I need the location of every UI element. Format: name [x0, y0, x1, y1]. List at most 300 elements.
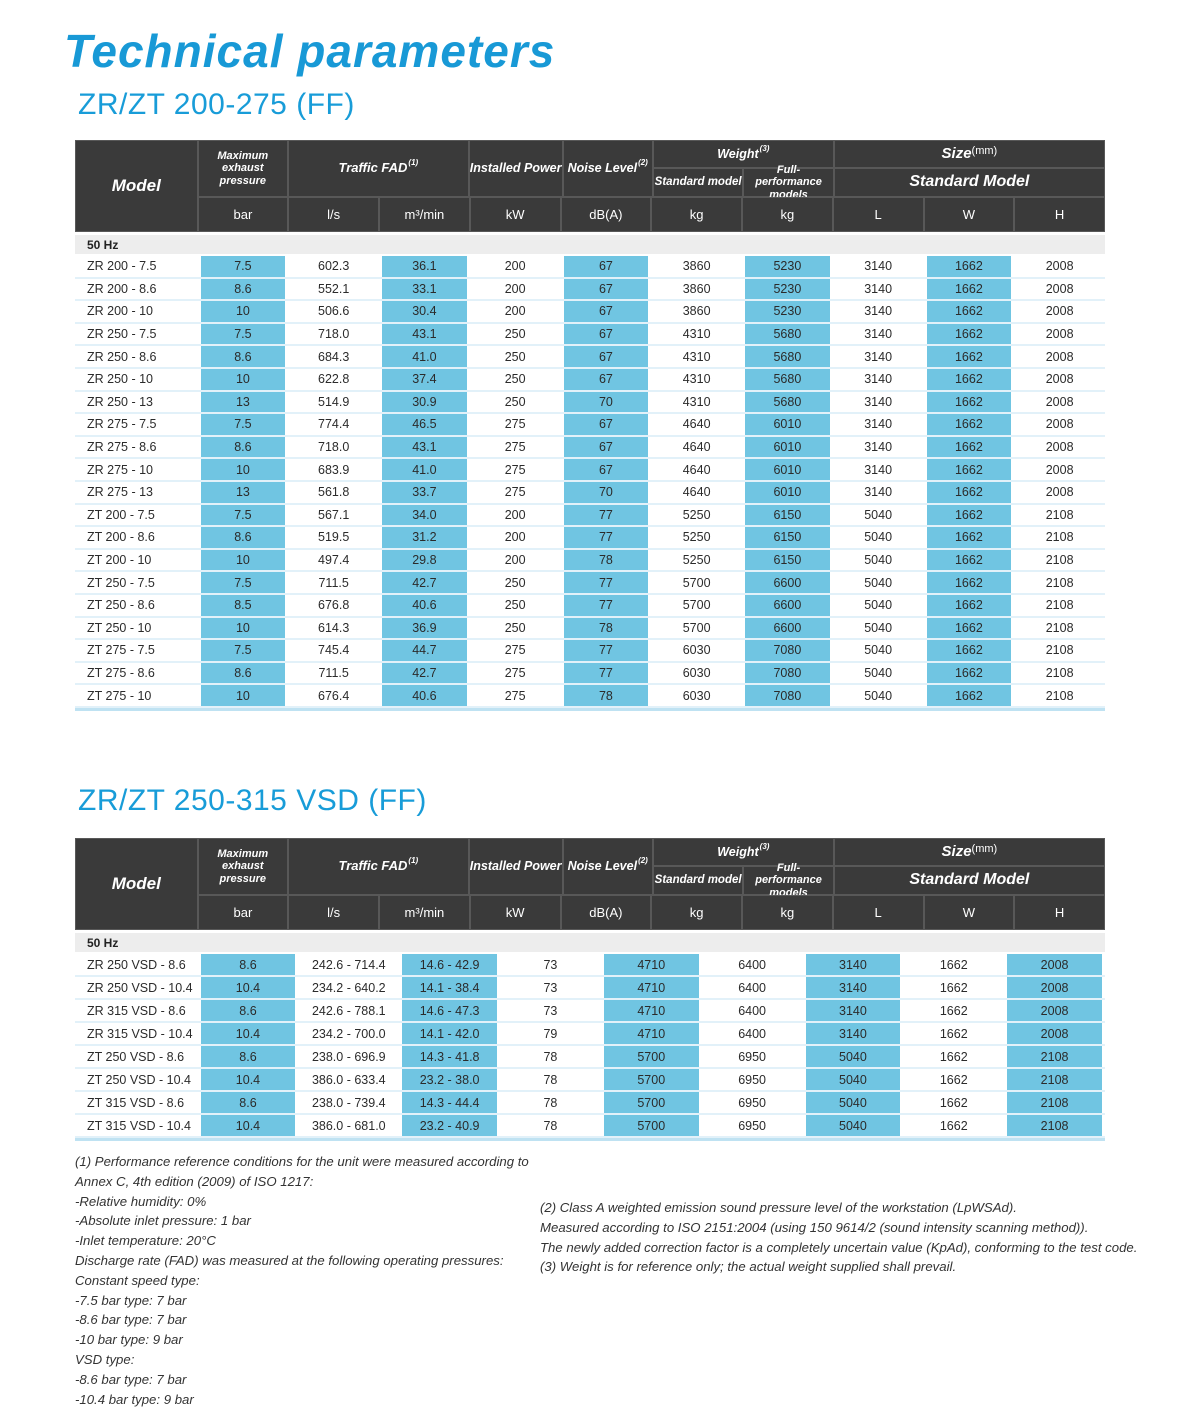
- value-cell: 7.5: [198, 640, 289, 661]
- unit-kg-full: kg: [742, 895, 833, 930]
- value-cell: 2008: [1014, 459, 1105, 480]
- table-row: [75, 595, 1105, 618]
- footnote-line: -7.5 bar type: 7 bar: [75, 1292, 187, 1308]
- value-cell: 5040: [803, 1069, 904, 1090]
- col-header-max-exhaust-pressure: Maximum exhaust pressure: [198, 140, 288, 197]
- fad-footnote-marker: (1): [408, 158, 419, 168]
- value-cell: 67: [561, 301, 652, 322]
- value-cell: 250: [470, 595, 561, 616]
- value-cell: 78: [500, 1069, 601, 1090]
- table-header: [75, 140, 1105, 232]
- value-cell: 4710: [601, 977, 702, 998]
- value-cell: 683.9: [288, 459, 379, 480]
- value-cell: 40.6: [379, 685, 470, 706]
- value-cell: 1662: [924, 595, 1015, 616]
- value-cell: 78: [561, 550, 652, 571]
- table-zrzt-200-275: [75, 140, 1105, 711]
- value-cell: 5230: [742, 256, 833, 277]
- value-cell: 67: [561, 459, 652, 480]
- table-body: [75, 235, 1105, 711]
- value-cell: 1662: [924, 279, 1015, 300]
- noise-footnote-marker: (2): [638, 856, 648, 866]
- value-cell: 5680: [742, 324, 833, 345]
- value-cell: 2008: [1014, 346, 1105, 367]
- table-row: [75, 1023, 1105, 1046]
- table-row: [75, 1000, 1105, 1023]
- table-row: [75, 550, 1105, 573]
- value-cell: 5250: [651, 505, 742, 526]
- value-cell: 1662: [924, 301, 1015, 322]
- model-cell: ZT 275 - 8.6: [75, 663, 198, 684]
- footnote-line: (2) Class A weighted emission sound pressure level of the workstation (LpWSAd).: [540, 1200, 1017, 1215]
- table-row: [75, 663, 1105, 686]
- value-cell: 2008: [1004, 1023, 1105, 1044]
- model-cell: ZT 200 - 8.6: [75, 527, 198, 548]
- value-cell: 10: [198, 369, 289, 390]
- value-cell: 242.6 - 714.4: [298, 954, 399, 975]
- footnote-line: Discharge rate (FAD) was measured at the following operating pressures:: [75, 1252, 504, 1268]
- value-cell: 1662: [924, 685, 1015, 706]
- value-cell: 2008: [1014, 437, 1105, 458]
- value-cell: 44.7: [379, 640, 470, 661]
- value-cell: 614.3: [288, 618, 379, 639]
- value-cell: 8.6: [198, 1092, 299, 1113]
- value-cell: 5250: [651, 527, 742, 548]
- value-cell: 5040: [803, 1046, 904, 1067]
- value-cell: 7080: [742, 663, 833, 684]
- value-cell: 234.2 - 640.2: [298, 977, 399, 998]
- value-cell: 5040: [833, 618, 924, 639]
- value-cell: 1662: [903, 1000, 1004, 1021]
- model-cell: ZR 250 VSD - 8.6: [75, 954, 198, 975]
- value-cell: 275: [470, 640, 561, 661]
- value-cell: 36.9: [379, 618, 470, 639]
- value-cell: 70: [561, 482, 652, 503]
- value-cell: 5230: [742, 279, 833, 300]
- value-cell: 2008: [1014, 482, 1105, 503]
- unit-kg-full: kg: [742, 197, 833, 232]
- value-cell: 79: [500, 1023, 601, 1044]
- value-cell: 275: [470, 437, 561, 458]
- unit-width: W: [924, 895, 1015, 930]
- value-cell: 8.6: [198, 279, 289, 300]
- value-cell: 14.6 - 47.3: [399, 1000, 500, 1021]
- value-cell: 6030: [651, 685, 742, 706]
- value-cell: 2008: [1004, 954, 1105, 975]
- model-cell: ZT 315 VSD - 8.6: [75, 1092, 198, 1113]
- value-cell: 2108: [1014, 663, 1105, 684]
- value-cell: 6150: [742, 505, 833, 526]
- value-cell: 684.3: [288, 346, 379, 367]
- model-cell: ZT 250 - 8.6: [75, 595, 198, 616]
- value-cell: 2008: [1014, 392, 1105, 413]
- value-cell: 6950: [702, 1092, 803, 1113]
- value-cell: 7080: [742, 685, 833, 706]
- value-cell: 1662: [903, 977, 1004, 998]
- value-cell: 200: [470, 550, 561, 571]
- value-cell: 3860: [651, 279, 742, 300]
- col-header-model: Model: [75, 838, 198, 930]
- weight-label: Weight: [717, 146, 759, 161]
- value-cell: 1662: [924, 346, 1015, 367]
- value-cell: 2008: [1014, 414, 1105, 435]
- value-cell: 5040: [833, 685, 924, 706]
- table-row: [75, 977, 1105, 1000]
- model-cell: ZT 275 - 7.5: [75, 640, 198, 661]
- value-cell: 77: [561, 527, 652, 548]
- table-row: [75, 505, 1105, 528]
- value-cell: 2008: [1014, 279, 1105, 300]
- value-cell: 5040: [833, 640, 924, 661]
- value-cell: 200: [470, 527, 561, 548]
- table-row: [75, 482, 1105, 505]
- value-cell: 23.2 - 38.0: [399, 1069, 500, 1090]
- traffic-fad-label: Traffic FAD: [338, 160, 408, 176]
- weight-footnote-marker: (3): [759, 143, 770, 153]
- section-title-zrzt-200-275: ZR/ZT 200-275 (FF): [78, 88, 355, 121]
- value-cell: 2008: [1014, 256, 1105, 277]
- value-cell: 275: [470, 414, 561, 435]
- value-cell: 3140: [833, 301, 924, 322]
- value-cell: 5680: [742, 392, 833, 413]
- value-cell: 519.5: [288, 527, 379, 548]
- value-cell: 275: [470, 482, 561, 503]
- footnote-line: Measured according to ISO 2151:2004 (using 150 9614/2 (sound intensity scanning method)).: [540, 1219, 1089, 1235]
- value-cell: 238.0 - 696.9: [298, 1046, 399, 1067]
- value-cell: 33.7: [379, 482, 470, 503]
- units-row: [198, 197, 1105, 232]
- value-cell: 78: [500, 1092, 601, 1113]
- value-cell: 1662: [924, 572, 1015, 593]
- footnote-line: -8.6 bar type: 7 bar: [75, 1371, 187, 1387]
- value-cell: 3140: [803, 954, 904, 975]
- value-cell: 5040: [833, 505, 924, 526]
- table-row: [75, 1046, 1105, 1069]
- col-header-model: Model: [75, 140, 198, 232]
- value-cell: 43.1: [379, 437, 470, 458]
- table-row: [75, 640, 1105, 663]
- value-cell: 506.6: [288, 301, 379, 322]
- value-cell: 6400: [702, 1000, 803, 1021]
- unit-m3min: m³/min: [379, 895, 470, 930]
- value-cell: 3140: [833, 482, 924, 503]
- unit-length: L: [833, 197, 924, 232]
- value-cell: 1662: [903, 1115, 1004, 1136]
- value-cell: 567.1: [288, 505, 379, 526]
- value-cell: 77: [561, 505, 652, 526]
- col-header-full-performance-weight: Full-performance models: [743, 168, 833, 197]
- value-cell: 4710: [601, 1023, 702, 1044]
- col-header-full-performance-weight: Full-performance models: [743, 866, 833, 895]
- value-cell: 67: [561, 279, 652, 300]
- value-cell: 6010: [742, 414, 833, 435]
- value-cell: 711.5: [288, 572, 379, 593]
- value-cell: 6600: [742, 618, 833, 639]
- value-cell: 2008: [1014, 324, 1105, 345]
- value-cell: 4710: [601, 954, 702, 975]
- value-cell: 10.4: [198, 977, 299, 998]
- unit-height: H: [1014, 895, 1105, 930]
- value-cell: 6010: [742, 482, 833, 503]
- value-cell: 2108: [1014, 527, 1105, 548]
- value-cell: 2108: [1014, 572, 1105, 593]
- table-row: [75, 618, 1105, 641]
- value-cell: 5040: [833, 663, 924, 684]
- table-zrzt-250-315-vsd: [75, 838, 1105, 1141]
- model-cell: ZT 315 VSD - 10.4: [75, 1115, 198, 1136]
- model-cell: ZR 315 VSD - 8.6: [75, 1000, 198, 1021]
- unit-m3min: m³/min: [379, 197, 470, 232]
- value-cell: 77: [561, 663, 652, 684]
- value-cell: 200: [470, 301, 561, 322]
- model-cell: ZT 275 - 10: [75, 685, 198, 706]
- value-cell: 1662: [903, 1092, 1004, 1113]
- value-cell: 8.6: [198, 437, 289, 458]
- value-cell: 250: [470, 346, 561, 367]
- value-cell: 6010: [742, 437, 833, 458]
- value-cell: 33.1: [379, 279, 470, 300]
- unit-height: H: [1014, 197, 1105, 232]
- value-cell: 3140: [833, 346, 924, 367]
- value-cell: 1662: [924, 505, 1015, 526]
- value-cell: 6150: [742, 550, 833, 571]
- value-cell: 41.0: [379, 346, 470, 367]
- noise-footnote-marker: (2): [638, 158, 648, 168]
- value-cell: 250: [470, 392, 561, 413]
- unit-bar: bar: [198, 895, 289, 930]
- value-cell: 5700: [601, 1069, 702, 1090]
- footnote-line: -10.4 bar type: 9 bar: [75, 1391, 194, 1407]
- value-cell: 238.0 - 739.4: [298, 1092, 399, 1113]
- table-row: [75, 301, 1105, 324]
- value-cell: 8.5: [198, 595, 289, 616]
- model-cell: ZR 200 - 10: [75, 301, 198, 322]
- value-cell: 8.6: [198, 1000, 299, 1021]
- value-cell: 2108: [1014, 595, 1105, 616]
- value-cell: 5040: [833, 527, 924, 548]
- footnote-line: -Relative humidity: 0%: [75, 1193, 207, 1209]
- value-cell: 676.4: [288, 685, 379, 706]
- value-cell: 14.3 - 41.8: [399, 1046, 500, 1067]
- value-cell: 5230: [742, 301, 833, 322]
- value-cell: 67: [561, 324, 652, 345]
- table-row: [75, 1069, 1105, 1092]
- model-cell: ZR 200 - 8.6: [75, 279, 198, 300]
- value-cell: 10.4: [198, 1023, 299, 1044]
- size-label: Size: [941, 843, 972, 861]
- footnote-line: (3) Weight is for reference only; the actual weight supplied shall prevail.: [540, 1259, 957, 1275]
- value-cell: 200: [470, 505, 561, 526]
- value-cell: 10.4: [198, 1069, 299, 1090]
- table-header: [75, 838, 1105, 930]
- value-cell: 13: [198, 392, 289, 413]
- value-cell: 275: [470, 663, 561, 684]
- value-cell: 8.6: [198, 954, 299, 975]
- value-cell: 1662: [924, 527, 1015, 548]
- value-cell: 42.7: [379, 572, 470, 593]
- value-cell: 1662: [924, 640, 1015, 661]
- model-cell: ZT 200 - 10: [75, 550, 198, 571]
- value-cell: 250: [470, 324, 561, 345]
- table-row: [75, 437, 1105, 460]
- unit-kw: kW: [470, 895, 561, 930]
- value-cell: 42.7: [379, 663, 470, 684]
- model-cell: ZR 250 - 7.5: [75, 324, 198, 345]
- value-cell: 6400: [702, 977, 803, 998]
- value-cell: 5700: [651, 618, 742, 639]
- frequency-band-row: 50 Hz: [75, 235, 1105, 256]
- model-cell: ZT 250 VSD - 8.6: [75, 1046, 198, 1067]
- value-cell: 4710: [601, 1000, 702, 1021]
- col-header-noise-level: [563, 140, 653, 197]
- unit-ls: l/s: [288, 197, 379, 232]
- value-cell: 2108: [1014, 685, 1105, 706]
- value-cell: 6400: [702, 1023, 803, 1044]
- value-cell: 13: [198, 482, 289, 503]
- model-cell: ZT 250 VSD - 10.4: [75, 1069, 198, 1090]
- unit-dba: dB(A): [561, 895, 652, 930]
- value-cell: 4640: [651, 459, 742, 480]
- value-cell: 7.5: [198, 572, 289, 593]
- fad-footnote-marker: (1): [408, 856, 419, 866]
- value-cell: 3140: [833, 392, 924, 413]
- footnote-line: VSD type:: [75, 1351, 135, 1367]
- value-cell: 30.4: [379, 301, 470, 322]
- value-cell: 1662: [903, 954, 1004, 975]
- value-cell: 1662: [924, 663, 1015, 684]
- weight-label: Weight: [717, 844, 759, 859]
- value-cell: 774.4: [288, 414, 379, 435]
- value-cell: 200: [470, 256, 561, 277]
- value-cell: 6400: [702, 954, 803, 975]
- value-cell: 78: [561, 618, 652, 639]
- table-row: [75, 527, 1105, 550]
- value-cell: 40.6: [379, 595, 470, 616]
- value-cell: 5040: [803, 1115, 904, 1136]
- value-cell: 718.0: [288, 324, 379, 345]
- value-cell: 3860: [651, 301, 742, 322]
- col-header-installed-power: Installed Power: [469, 140, 563, 197]
- col-header-standard-model-weight: Standard model: [653, 168, 743, 197]
- value-cell: 46.5: [379, 414, 470, 435]
- value-cell: 676.8: [288, 595, 379, 616]
- value-cell: 8.6: [198, 346, 289, 367]
- model-cell: ZT 250 - 7.5: [75, 572, 198, 593]
- value-cell: 67: [561, 256, 652, 277]
- model-cell: ZR 315 VSD - 10.4: [75, 1023, 198, 1044]
- value-cell: 2108: [1014, 618, 1105, 639]
- value-cell: 745.4: [288, 640, 379, 661]
- col-header-installed-power: Installed Power: [469, 838, 563, 895]
- noise-level-label: Noise Level: [567, 161, 638, 176]
- value-cell: 7.5: [198, 256, 289, 277]
- value-cell: 718.0: [288, 437, 379, 458]
- value-cell: 200: [470, 279, 561, 300]
- value-cell: 14.1 - 38.4: [399, 977, 500, 998]
- model-cell: ZR 275 - 7.5: [75, 414, 198, 435]
- model-cell: ZR 275 - 10: [75, 459, 198, 480]
- col-header-size-standard-model: Standard Model: [834, 168, 1105, 197]
- table-row: [75, 954, 1105, 977]
- value-cell: 3140: [833, 437, 924, 458]
- footnote-line: -10 bar type: 9 bar: [75, 1332, 183, 1348]
- value-cell: 2008: [1014, 301, 1105, 322]
- value-cell: 4310: [651, 392, 742, 413]
- unit-ls: l/s: [288, 895, 379, 930]
- footnote-line: (1) Performance reference conditions for the unit were measured according to Annex C, 4th edition (2009) of ISO 1217:: [75, 1154, 529, 1189]
- value-cell: 3140: [833, 279, 924, 300]
- table-body: [75, 933, 1105, 1141]
- value-cell: 43.1: [379, 324, 470, 345]
- value-cell: 1662: [924, 482, 1015, 503]
- value-cell: 5680: [742, 346, 833, 367]
- value-cell: 78: [561, 685, 652, 706]
- model-cell: ZT 250 - 10: [75, 618, 198, 639]
- value-cell: 4640: [651, 414, 742, 435]
- value-cell: 30.9: [379, 392, 470, 413]
- table-row: [75, 1092, 1105, 1115]
- value-cell: 8.6: [198, 1046, 299, 1067]
- value-cell: 2008: [1004, 977, 1105, 998]
- value-cell: 6010: [742, 459, 833, 480]
- value-cell: 234.2 - 700.0: [298, 1023, 399, 1044]
- value-cell: 1662: [924, 392, 1015, 413]
- footnote-line: The newly added correction factor is a completely uncertain value (KpAd), conforming to the test code.: [540, 1239, 1138, 1255]
- value-cell: 14.6 - 42.9: [399, 954, 500, 975]
- table-row: [75, 392, 1105, 415]
- value-cell: 7.5: [198, 505, 289, 526]
- value-cell: 1662: [903, 1069, 1004, 1090]
- value-cell: 2108: [1004, 1069, 1105, 1090]
- units-row: [198, 895, 1105, 930]
- weight-footnote-marker: (3): [759, 841, 770, 851]
- value-cell: 78: [500, 1046, 601, 1067]
- table-row: [75, 279, 1105, 302]
- model-cell: ZR 250 - 13: [75, 392, 198, 413]
- value-cell: 5700: [651, 572, 742, 593]
- frequency-band-row: 50 Hz: [75, 933, 1105, 954]
- size-unit-label: (mm): [971, 145, 998, 158]
- value-cell: 275: [470, 685, 561, 706]
- size-label: Size: [941, 145, 972, 163]
- value-cell: 1662: [924, 256, 1015, 277]
- value-cell: 2008: [1004, 1000, 1105, 1021]
- traffic-fad-label: Traffic FAD: [338, 858, 408, 874]
- value-cell: 7080: [742, 640, 833, 661]
- col-header-traffic-fad: [288, 140, 469, 197]
- value-cell: 73: [500, 1000, 601, 1021]
- table-row: [75, 346, 1105, 369]
- value-cell: 78: [500, 1115, 601, 1136]
- value-cell: 77: [561, 595, 652, 616]
- value-cell: 4640: [651, 482, 742, 503]
- value-cell: 3860: [651, 256, 742, 277]
- value-cell: 386.0 - 681.0: [298, 1115, 399, 1136]
- value-cell: 3140: [833, 414, 924, 435]
- value-cell: 250: [470, 572, 561, 593]
- footnote-line: -Absolute inlet pressure: 1 bar: [75, 1213, 251, 1229]
- value-cell: 2008: [1014, 369, 1105, 390]
- value-cell: 2108: [1004, 1046, 1105, 1067]
- value-cell: 36.1: [379, 256, 470, 277]
- value-cell: 77: [561, 640, 652, 661]
- model-cell: ZR 200 - 7.5: [75, 256, 198, 277]
- value-cell: 1662: [924, 414, 1015, 435]
- value-cell: 37.4: [379, 369, 470, 390]
- value-cell: 3140: [833, 369, 924, 390]
- value-cell: 10: [198, 685, 289, 706]
- value-cell: 3140: [803, 977, 904, 998]
